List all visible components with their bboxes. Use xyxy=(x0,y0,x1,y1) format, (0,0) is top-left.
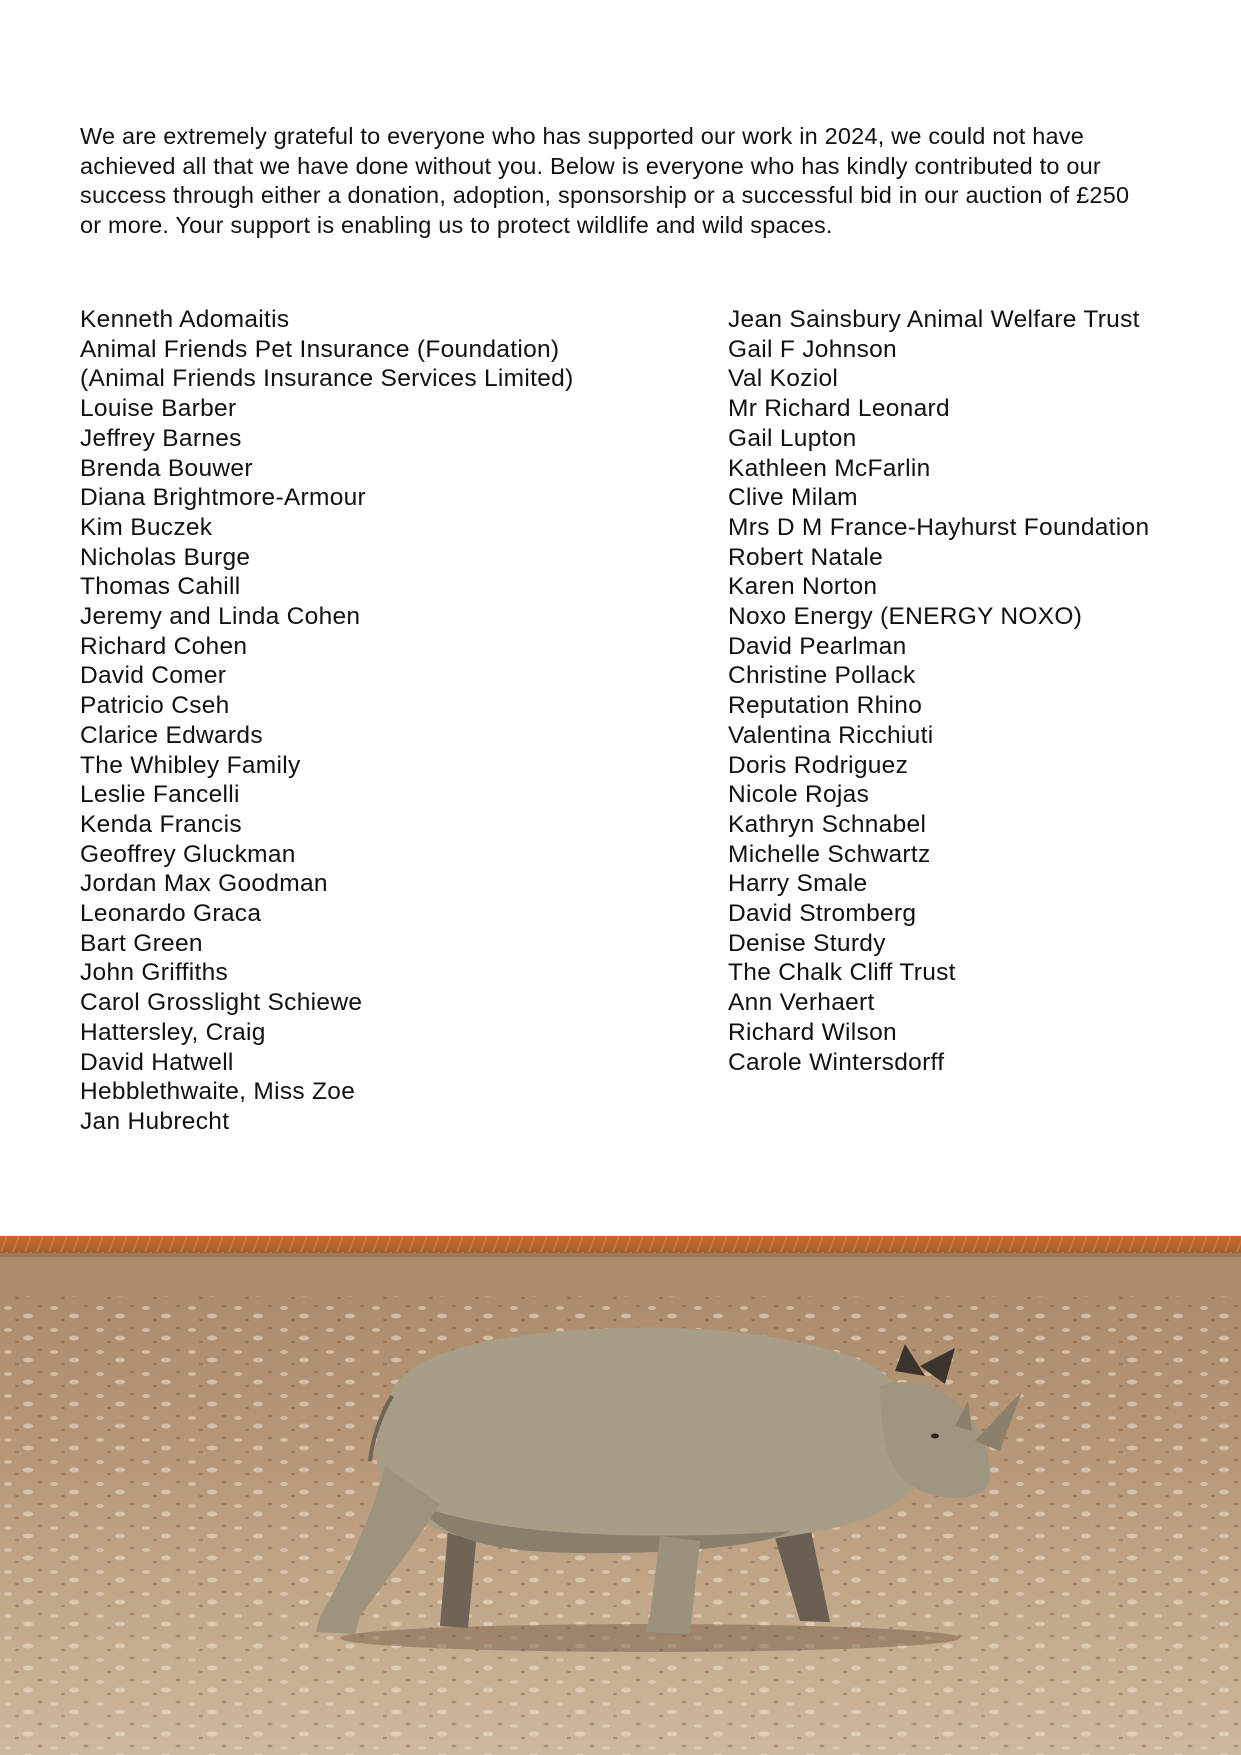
supporter-left-item: Jan Hubrecht xyxy=(80,1107,230,1135)
supporter-left-item: Hebblethwaite, Miss Zoe xyxy=(80,1078,356,1106)
supporter-left-item: Leslie Fancelli xyxy=(80,781,240,809)
supporter-left-item: Brenda Bouwer xyxy=(80,454,253,482)
supporter-left-item: Leonardo Graca xyxy=(80,900,262,928)
supporter-left-item: Carol Grosslight Schiewe xyxy=(80,989,363,1017)
supporters-list-right xyxy=(728,305,1149,1077)
supporter-right-item: David Pearlman xyxy=(728,632,907,660)
supporter-left-item: Clarice Edwards xyxy=(80,721,263,749)
supporter-right-item: Carole Wintersdorff xyxy=(728,1048,945,1076)
supporter-right-item: Jean Sainsbury Animal Welfare Trust xyxy=(728,306,1140,333)
supporter-right-item: Michelle Schwartz xyxy=(728,840,931,868)
supporter-left-item: Bart Green xyxy=(80,929,203,957)
supporter-left-item: John Griffiths xyxy=(80,959,229,987)
supporter-right-item: Kathryn Schnabel xyxy=(728,810,927,838)
supporter-left-item: Patricio Cseh xyxy=(80,692,230,720)
supporter-left-item: Jeffrey Barnes xyxy=(80,424,242,452)
supporter-right-item: Clive Milam xyxy=(728,484,858,512)
supporter-left-item: Richard Cohen xyxy=(80,632,248,660)
supporter-right-item: Harry Smale xyxy=(728,870,868,898)
supporter-left-item: David Hatwell xyxy=(80,1048,234,1076)
supporter-left-item: Animal Friends Pet Insurance (Foundation) xyxy=(80,335,560,363)
supporter-right-item: Richard Wilson xyxy=(728,1018,897,1046)
supporter-left-item: Jeremy and Linda Cohen xyxy=(80,603,361,631)
supporter-left-item: Hattersley, Craig xyxy=(80,1018,266,1046)
supporter-right-item: The Chalk Cliff Trust xyxy=(728,959,956,987)
supporter-left-item: David Comer xyxy=(80,662,227,690)
supporter-left-item: Nicholas Burge xyxy=(80,543,251,571)
supporter-right-item: Valentina Ricchiuti xyxy=(728,721,934,749)
supporter-left-item: Geoffrey Gluckman xyxy=(80,840,296,868)
supporter-right-item: Robert Natale xyxy=(728,543,884,571)
supporter-right-item: Karen Norton xyxy=(728,573,878,601)
rhino-photo xyxy=(0,1236,1241,1755)
supporter-right-item: Gail F Johnson xyxy=(728,335,897,363)
supporter-left-item: Thomas Cahill xyxy=(80,573,241,601)
supporter-right-item: Noxo Energy (ENERGY NOXO) xyxy=(728,603,1083,631)
supporter-left-item: Diana Brightmore-Armour xyxy=(80,484,367,512)
supporter-left-item: (Animal Friends Insurance Services Limited) xyxy=(80,365,574,393)
supporter-left-item: Kenda Francis xyxy=(80,810,242,838)
supporter-right-item: Gail Lupton xyxy=(728,424,857,452)
intro-paragraph: We are extremely grateful to everyone who has supported our work in 2024, we could not have achieved all that we have done without you. Below is everyone who has kindly contributed to our success through either a donation, adoption, sponsorship or a successful bid in our auction of £250 or more. Your support is enabling us to protect wildlife and wild spaces. xyxy=(80,123,1130,239)
supporter-right-item: Christine Pollack xyxy=(728,662,916,690)
supporter-right-item: David Stromberg xyxy=(728,900,917,928)
supporter-left-item: Jordan Max Goodman xyxy=(80,870,328,898)
supporter-right-item: Nicole Rojas xyxy=(728,781,870,809)
supporter-right-item: Kathleen McFarlin xyxy=(728,454,931,482)
supporter-right-item: Reputation Rhino xyxy=(728,692,923,720)
supporter-left-item: The Whibley Family xyxy=(80,751,301,779)
supporter-left-item: Kim Buczek xyxy=(80,513,213,541)
supporter-left-item: Kenneth Adomaitis xyxy=(80,306,290,333)
supporters-list-left xyxy=(80,305,574,1137)
supporter-left-item: Louise Barber xyxy=(80,395,237,423)
supporter-right-item: Denise Sturdy xyxy=(728,929,886,957)
supporter-right-item: Mr Richard Leonard xyxy=(728,395,950,423)
supporter-right-item: Mrs D M France-Hayhurst Foundation xyxy=(728,513,1150,541)
supporter-right-item: Ann Verhaert xyxy=(728,989,875,1017)
supporter-right-item: Doris Rodriguez xyxy=(728,751,909,779)
supporter-right-item: Val Koziol xyxy=(728,365,839,393)
